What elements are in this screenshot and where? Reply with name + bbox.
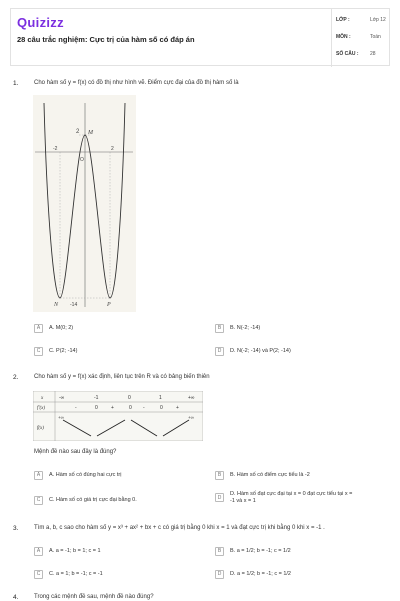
option-letter-box: A (34, 471, 43, 480)
answer-option-b[interactable] (215, 545, 291, 557)
answer-option-a[interactable] (34, 545, 101, 557)
option-text: B. a = 1/2; b = -1; c = 1/2 (230, 547, 291, 554)
sign-value: + (111, 405, 114, 411)
label-origin: O (80, 157, 84, 163)
label-n: N (54, 302, 59, 308)
meta-value: Toán (370, 34, 381, 40)
option-letter-box: D (215, 347, 224, 356)
derivative-row-label: f'(x) (37, 406, 46, 411)
function-graph (33, 95, 136, 312)
function-row-label: f(x) (37, 426, 44, 431)
answer-option-d[interactable] (215, 491, 398, 509)
label-two: 2 (76, 129, 80, 135)
label-neg-fourteen: -14 (70, 302, 78, 308)
f-top-value: +∞ (188, 415, 194, 420)
sign-value: - (143, 405, 145, 411)
label-m: M (88, 130, 93, 136)
answer-option-c[interactable] (34, 568, 103, 580)
option-text: B. N(-2; -14) (230, 324, 261, 331)
option-text: A. M(0; 2) (49, 324, 74, 331)
sign-value: 0 (95, 405, 98, 411)
sign-value: 0 (160, 405, 163, 411)
answer-option-a[interactable] (34, 322, 73, 334)
question-text: Trong các mệnh đề sau, mệnh đề nào đúng? (34, 594, 154, 600)
option-letter-box: C (34, 570, 43, 579)
meta-value: Lớp 12 (370, 17, 386, 23)
option-text: C. Hàm số có giá trị cực đại bằng 0. (49, 496, 137, 503)
x-value: 1 (159, 395, 162, 401)
label-p: P (107, 302, 111, 308)
page-header (10, 8, 390, 66)
option-text: A. a = -1; b = 1; c = 1 (49, 547, 101, 554)
quizizz-logo[interactable]: Quizizz (17, 15, 64, 30)
question-number: 2. (13, 374, 19, 381)
option-text: D. a = 1/2; b = -1; c = 1/2 (230, 570, 291, 577)
variation-table (33, 391, 203, 441)
meta-label: LỚP : (336, 17, 350, 23)
f-top-value: +∞ (58, 415, 64, 420)
option-letter-box: D (215, 570, 224, 579)
question-number: 3. (13, 525, 19, 532)
label-neg-two: -2 (53, 146, 58, 152)
option-letter-box: D (215, 493, 224, 502)
option-text-line: D. Hàm số đạt cực đại tại x = 0 đạt cực tiểu tại x = (230, 491, 353, 497)
label-pos-two: 2 (111, 146, 114, 152)
question-number: 4. (13, 594, 19, 601)
option-text: D. N(-2; -14) và P(2; -14) (230, 347, 291, 354)
sign-value: + (176, 405, 179, 411)
meta-value: 28 (370, 51, 376, 57)
option-text: A. Hàm số có đúng hai cực trị (49, 471, 122, 478)
answer-option-d[interactable] (215, 568, 291, 580)
option-text (230, 491, 398, 505)
question-text: Cho hàm số y = f(x) có đồ thị như hình vẽ. Điểm cực đại của đồ thị hàm số là (34, 80, 239, 86)
answer-option-c[interactable] (34, 345, 77, 357)
x-value: -1 (94, 395, 99, 401)
question-text: Tìm a, b, c sao cho hàm số y = x³ + ax² + bx + c có giá trị bằng 0 khi x = 1 và đạt cực trị khi bằng 0 khi x = -1 . (34, 525, 325, 531)
question-subtext: Mệnh đề nào sau đây là đúng? (34, 449, 117, 455)
option-letter-box: A (34, 547, 43, 556)
answer-option-b[interactable] (215, 469, 310, 481)
meta-label: MÔN : (336, 34, 351, 40)
answer-option-c[interactable] (34, 494, 137, 506)
option-letter-box: C (34, 496, 43, 505)
option-letter-box: B (215, 547, 224, 556)
x-value: +∞ (188, 395, 195, 401)
option-letter-box: A (34, 324, 43, 333)
x-value: -∞ (59, 395, 65, 401)
meta-box (331, 9, 391, 67)
option-text: C. a = 1; b = -1; c = -1 (49, 570, 103, 577)
sign-value: - (75, 405, 77, 411)
option-text-line: -1 và x = 1 (230, 498, 256, 504)
page-title: 28 câu trắc nghiệm: Cực trị của hàm số có đáp án (17, 35, 195, 44)
question-text: Cho hàm số y = f(x) xác định, liên tục trên R và có bảng biến thiên (34, 374, 210, 380)
answer-option-d[interactable] (215, 345, 291, 357)
option-letter-box: B (215, 471, 224, 480)
option-letter-box: B (215, 324, 224, 333)
x-value: 0 (128, 395, 131, 401)
option-text: B. Hàm số có điểm cực tiểu là -2 (230, 471, 310, 478)
answer-option-a[interactable] (34, 469, 121, 481)
option-text: C. P(2; -14) (49, 347, 78, 354)
option-letter-box: C (34, 347, 43, 356)
question-number: 1. (13, 80, 19, 87)
meta-label: SỐ CÂU : (336, 51, 359, 57)
sign-value: 0 (129, 405, 132, 411)
answer-option-b[interactable] (215, 322, 260, 334)
x-row-label: x (41, 396, 44, 401)
